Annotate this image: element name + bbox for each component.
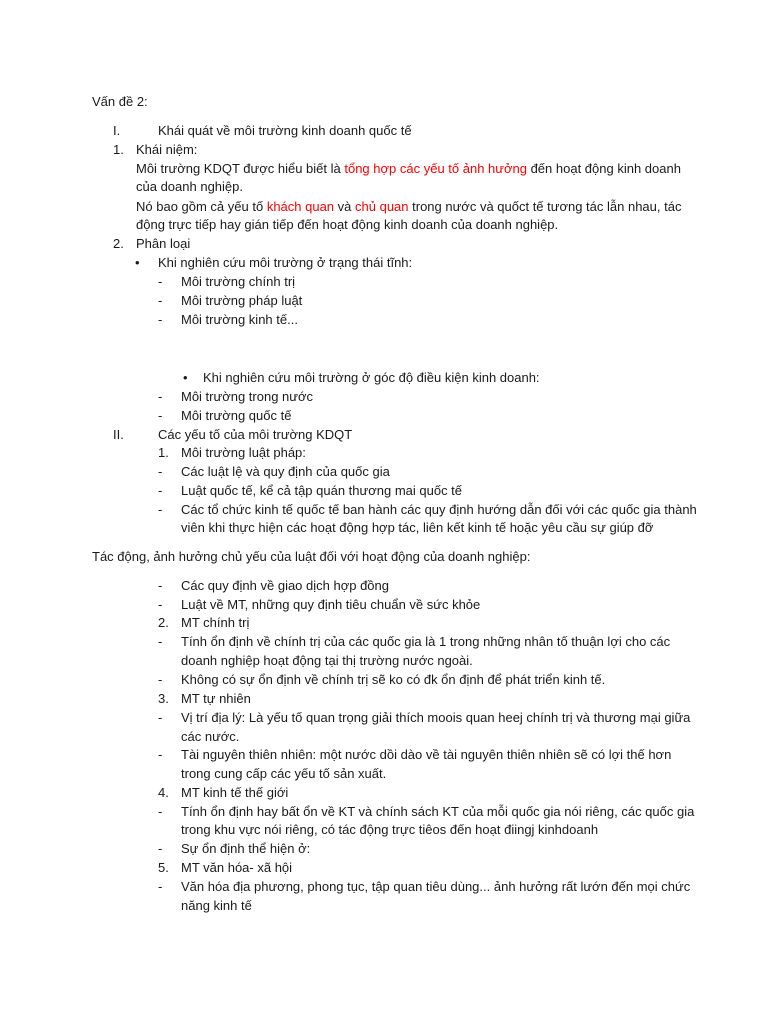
definition-line-1	[136, 160, 681, 178]
roman-marker-1: I.	[113, 123, 121, 138]
dash-marker: -	[158, 274, 163, 289]
highlight-text: khách quan	[266, 199, 335, 214]
dash-marker: -	[158, 804, 163, 819]
list-item-continuation: trong khu vực nói riêng, có tác động trực tiêos đến hoạt điingj kinhdoanh	[181, 822, 599, 837]
list-item: Môi trường kinh tế...	[181, 312, 298, 327]
dash-marker: -	[158, 578, 163, 593]
dash-marker: -	[158, 597, 163, 612]
list-item: Vị trí địa lý: Là yếu tố quan trọng giải thích moois quan heej chính trị và thương mại giữa	[181, 710, 691, 725]
bullet-marker: •	[135, 255, 140, 270]
dash-marker: -	[158, 879, 163, 894]
dash-marker: -	[158, 293, 163, 308]
dash-marker: -	[158, 634, 163, 649]
dash-marker: -	[158, 464, 163, 479]
number-marker-3: 3.	[158, 691, 169, 706]
list-item: Sự ổn định thể hiện ở:	[181, 841, 311, 856]
list-item: Tính ổn định về chính trị của các quốc gia là 1 trong những nhân tố thuận lợi cho các	[181, 634, 671, 649]
section-1-title: Khái quát về môi trường kinh doanh quốc tế	[158, 123, 412, 138]
highlight-text: tổng hợp các yếu tố ảnh hưởng	[344, 161, 527, 176]
number-marker-4: 4.	[158, 785, 169, 800]
definition-text: và	[334, 199, 356, 214]
list-item-continuation: các nước.	[181, 729, 240, 744]
item-2-title: Phân loại	[136, 236, 191, 251]
definition-text: Nó bao gồm cả yếu tố	[136, 199, 267, 214]
list-item-continuation: trong cung cấp các yếu tố sản xuất.	[181, 766, 387, 781]
dash-marker: -	[158, 483, 163, 498]
list-item: Luật về MT, những quy định tiêu chuẩn về sức khỏe	[181, 597, 481, 612]
list-item: Tính ổn định hay bất ổn về KT và chính sách KT của mỗi quốc gia nói riêng, các quốc gia	[181, 804, 695, 819]
law-title: Môi trường luật pháp:	[181, 445, 306, 460]
bullet-marker: •	[183, 370, 188, 385]
dash-marker: -	[158, 312, 163, 327]
bullet-1-text: Khi nghiên cứu môi trường ở trạng thái tĩnh:	[158, 255, 413, 270]
list-item: Văn hóa địa phương, phong tục, tập quan tiêu dùng... ảnh hưởng rất lướn đến mọi chức	[181, 879, 691, 894]
list-item-continuation: năng kinh tế	[181, 898, 252, 913]
list-item: Môi trường pháp luật	[181, 293, 303, 308]
list-item: Môi trường chính trị	[181, 274, 296, 289]
impact-paragraph: Tác động, ảnh hưởng chủ yếu của luật đối với hoạt động của doanh nghiệp:	[92, 549, 531, 564]
definition-text: trong nước và quốct tế tương tác lẫn nhau, tác	[408, 199, 682, 214]
culture-title: MT văn hóa- xã hội	[181, 860, 293, 875]
definition-text: đến hoạt động kinh doanh	[526, 161, 681, 176]
list-item: Tài nguyên thiên nhiên: một nước dồi dào về tài nguyên thiên nhiên sẽ có lợi thế hơn	[181, 747, 672, 762]
definition-line-2: của doanh nghiệp.	[136, 179, 243, 194]
economy-title: MT kinh tế thế giới	[181, 785, 289, 800]
list-item: Các quy định về giao dịch hợp đồng	[181, 578, 389, 593]
list-item-continuation: viên khi thực hiện các hoạt động hợp tác, liên kết kinh tế hoặc yêu cầu sự giúp đỡ	[181, 520, 654, 535]
definition-text: Môi trường KDQT được hiểu biết là	[136, 161, 345, 176]
doc-heading: Vấn đề 2:	[92, 94, 148, 109]
list-item: Các tổ chức kinh tế quốc tế ban hành các quy định hướng dẫn đối với các quốc gia thành	[181, 502, 697, 517]
dash-marker: -	[158, 389, 163, 404]
list-item: Không có sự ổn định về chính trị sẽ ko có đk ổn định để phát triển kinh tế.	[181, 672, 606, 687]
section-2-title: Các yếu tố của môi trường KDQT	[158, 427, 353, 442]
dash-marker: -	[158, 841, 163, 856]
list-item-continuation: doanh nghiệp hoạt động tại thị trường nước ngoài.	[181, 653, 473, 668]
politics-title: MT chính trị	[181, 615, 250, 630]
number-marker-1: 1.	[113, 142, 124, 157]
list-item: Môi trường quốc tế	[181, 408, 292, 423]
dash-marker: -	[158, 502, 163, 517]
dash-marker: -	[158, 672, 163, 687]
number-marker-1: 1.	[158, 445, 169, 460]
bullet-2-text: Khi nghiên cứu môi trường ở góc độ điều kiện kinh doanh:	[203, 370, 540, 385]
number-marker-2: 2.	[113, 236, 124, 251]
number-marker-2: 2.	[158, 615, 169, 630]
highlight-text: chủ quan	[355, 199, 409, 214]
nature-title: MT tự nhiên	[181, 691, 251, 706]
list-item: Luật quốc tế, kể cả tập quán thương mai quốc tế	[181, 483, 463, 498]
definition-line-3	[136, 198, 681, 216]
item-1-title: Khái niệm:	[136, 142, 198, 157]
dash-marker: -	[158, 747, 163, 762]
dash-marker: -	[158, 408, 163, 423]
number-marker-5: 5.	[158, 860, 169, 875]
list-item: Môi trường trong nước	[181, 389, 313, 404]
list-item: Các luật lệ và quy định của quốc gia	[181, 464, 390, 479]
dash-marker: -	[158, 710, 163, 725]
roman-marker-2: II.	[113, 427, 124, 442]
definition-line-4: động trực tiếp hay gián tiếp đến hoạt động kinh doanh của doanh nghiệp.	[136, 217, 559, 232]
